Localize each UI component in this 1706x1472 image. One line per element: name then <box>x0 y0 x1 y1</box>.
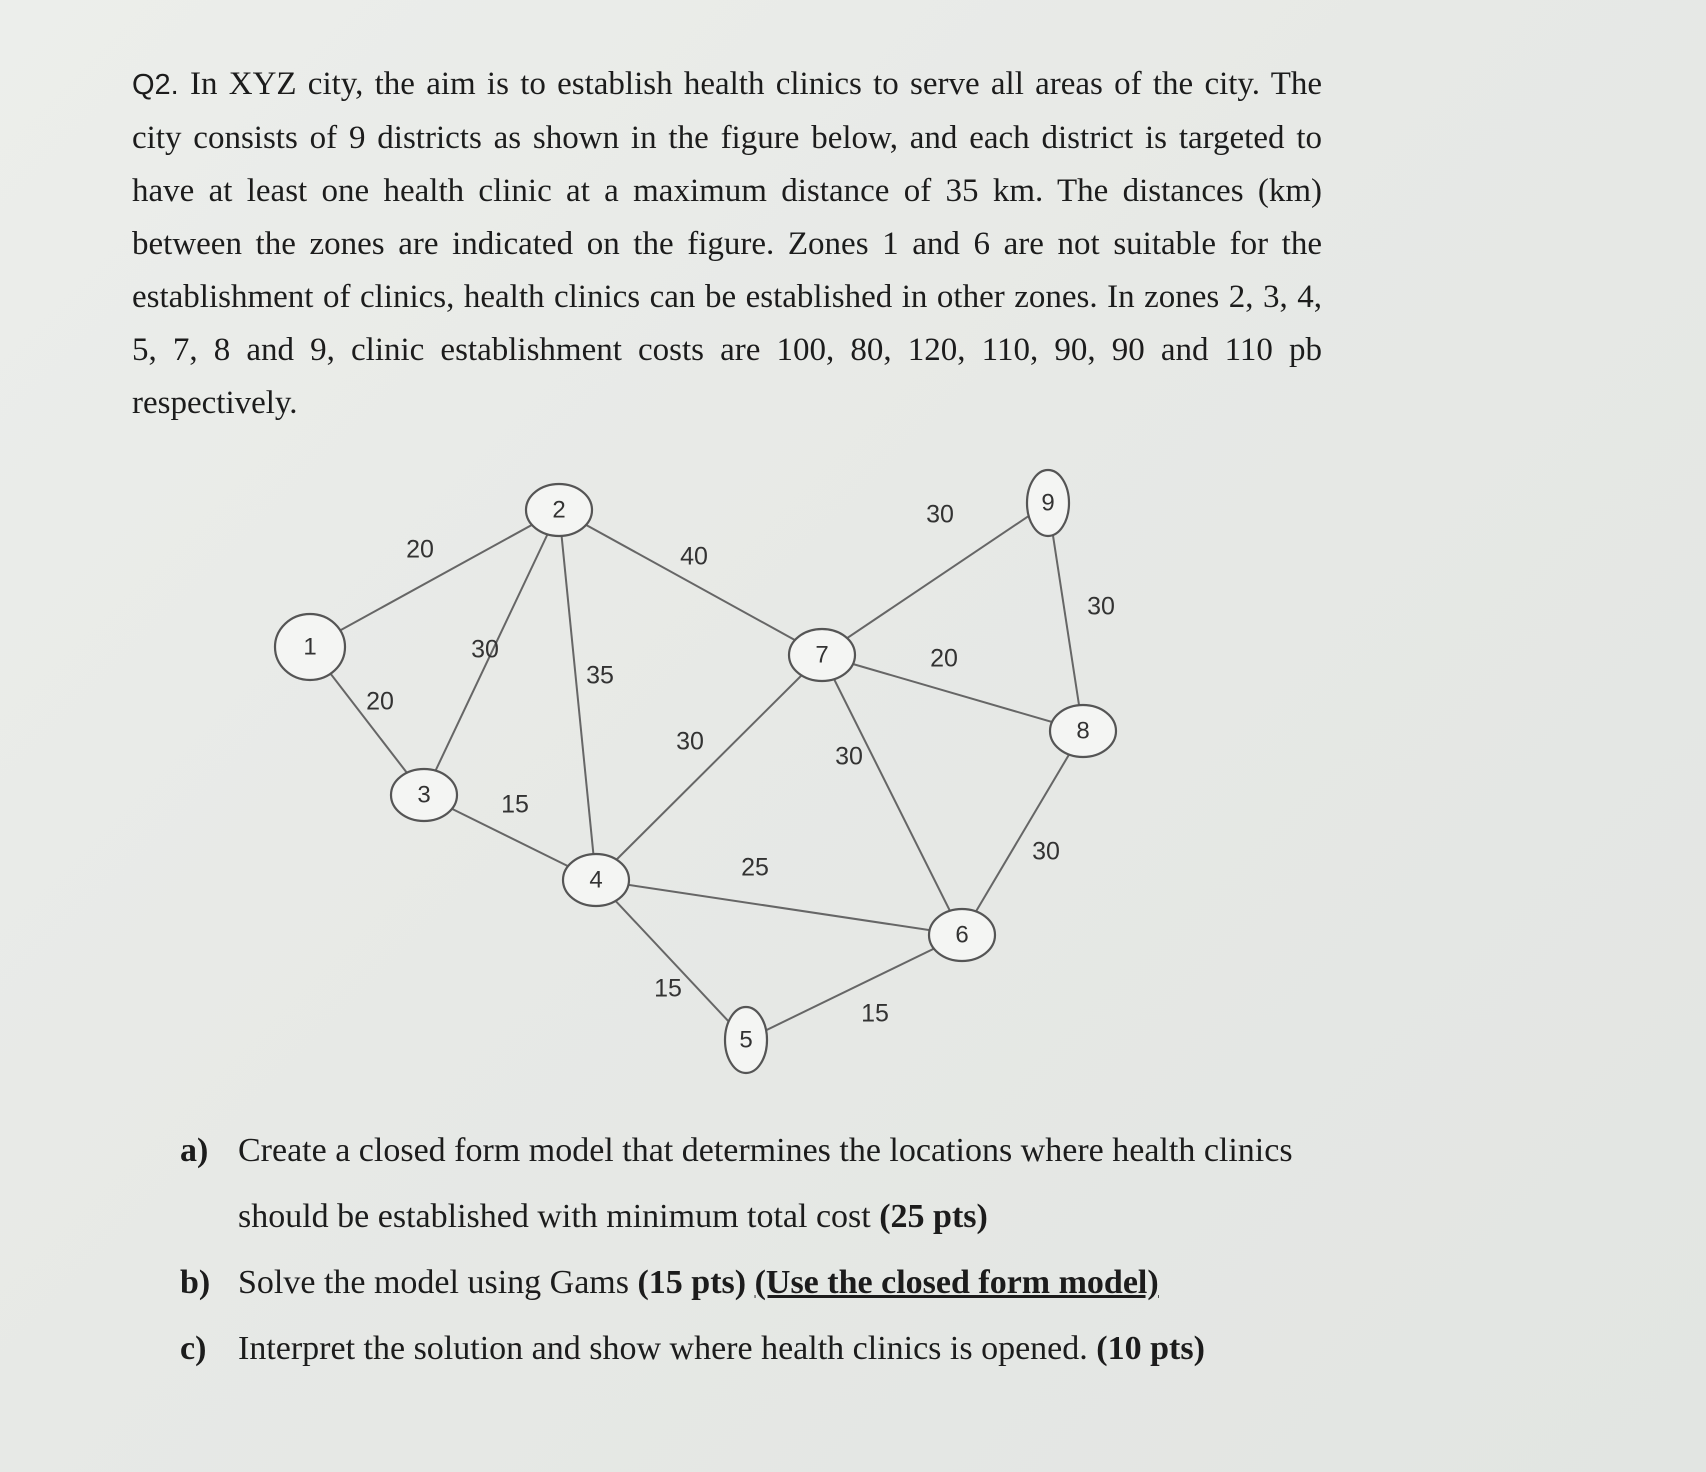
edge-weight-1-2: 20 <box>406 535 434 564</box>
edge-weight-2-4: 35 <box>586 661 614 690</box>
edge-weight-4-7: 30 <box>676 727 704 756</box>
district-node-label: 4 <box>589 866 603 894</box>
task-list <box>180 1118 1380 1382</box>
task-a-letter: a) <box>180 1132 209 1169</box>
district-node-label: 5 <box>739 1026 753 1054</box>
edge-weight-1-3: 20 <box>366 687 394 716</box>
district-node-9 <box>1027 470 1069 536</box>
district-node-1 <box>275 614 345 680</box>
edge-weight-9-8: 30 <box>1087 592 1115 621</box>
question-body: In XYZ city, the aim is to establish health clinics to serve all areas of the city. The city consists of 9 districts as shown in the figure below, and each district is targeted to have at least one health clinic at a maximum distance of 35 km. The distances (km) between the zones are indicated on the figure. Zones 1 and 6 are not suitable for the establishment of clinics, health clinics can be established in other zones. In zones 2, 3, 4, 5, 7, 8 and 9, clinic establishment costs are 100, 80, 120, 110, 90, 90 and 110 pb respectively. <box>132 66 1322 421</box>
district-node-label: 3 <box>417 781 431 809</box>
edge-4-5 <box>596 880 746 1040</box>
district-node-label: 9 <box>1041 489 1055 517</box>
task-b-note: (Use the closed form model) <box>754 1264 1159 1301</box>
task-a-continuation <box>180 1184 1380 1250</box>
edge-7-6 <box>822 655 962 935</box>
district-node-4 <box>563 854 629 906</box>
district-node-label: 8 <box>1076 717 1090 745</box>
edge-weights-layer <box>366 501 1115 1028</box>
edge-1-2 <box>310 510 559 647</box>
district-node-label: 6 <box>955 921 969 949</box>
task-b-body <box>238 1250 1380 1316</box>
edge-weight-8-6: 30 <box>1032 837 1060 866</box>
edge-2-4 <box>559 510 596 880</box>
district-node-6 <box>929 909 995 961</box>
district-node-label: 7 <box>815 641 829 669</box>
district-node-7 <box>789 629 855 681</box>
task-a <box>180 1118 1380 1184</box>
district-node-label: 2 <box>552 496 566 524</box>
edge-4-6 <box>596 880 962 935</box>
question-label: Q2. <box>132 69 179 101</box>
task-b <box>180 1250 1380 1316</box>
task-b-letter: b) <box>180 1264 211 1301</box>
task-a-line1: Create a closed form model that determines the locations where health clinics <box>238 1132 1293 1169</box>
district-node-8 <box>1050 705 1116 757</box>
task-c-text: Interpret the solution and show where health clinics is opened. <box>238 1330 1097 1367</box>
district-node-label: 1 <box>303 633 317 661</box>
task-a-line2: should be established with minimum total cost <box>238 1198 880 1235</box>
task-c-letter: c) <box>180 1330 207 1367</box>
edge-weight-2-7: 40 <box>680 542 708 571</box>
district-node-3 <box>391 769 457 821</box>
edge-2-7 <box>559 510 822 655</box>
edge-weight-7-6: 30 <box>835 742 863 771</box>
edge-weight-4-6: 25 <box>741 853 769 882</box>
district-node-2 <box>526 484 592 536</box>
task-b-points: (15 pts) <box>637 1264 747 1301</box>
edge-weight-5-6: 15 <box>861 999 889 1028</box>
edge-5-6 <box>746 935 962 1040</box>
task-c-body <box>238 1316 1380 1382</box>
task-c-points: (10 pts) <box>1096 1330 1205 1367</box>
edge-weight-3-2: 30 <box>471 635 499 664</box>
edge-weight-7-8: 20 <box>930 644 958 673</box>
edge-9-8 <box>1048 503 1083 731</box>
edge-weight-3-4: 15 <box>501 790 529 819</box>
edge-4-7 <box>596 655 822 880</box>
task-b-text: Solve the model using Gams <box>238 1264 638 1301</box>
task-a-points: (25 pts) <box>879 1198 988 1235</box>
edge-8-6 <box>962 731 1083 935</box>
edge-weight-4-5: 15 <box>654 974 682 1003</box>
edge-weight-7-9: 30 <box>926 500 954 529</box>
district-node-5 <box>725 1007 767 1073</box>
task-c <box>180 1316 1380 1382</box>
